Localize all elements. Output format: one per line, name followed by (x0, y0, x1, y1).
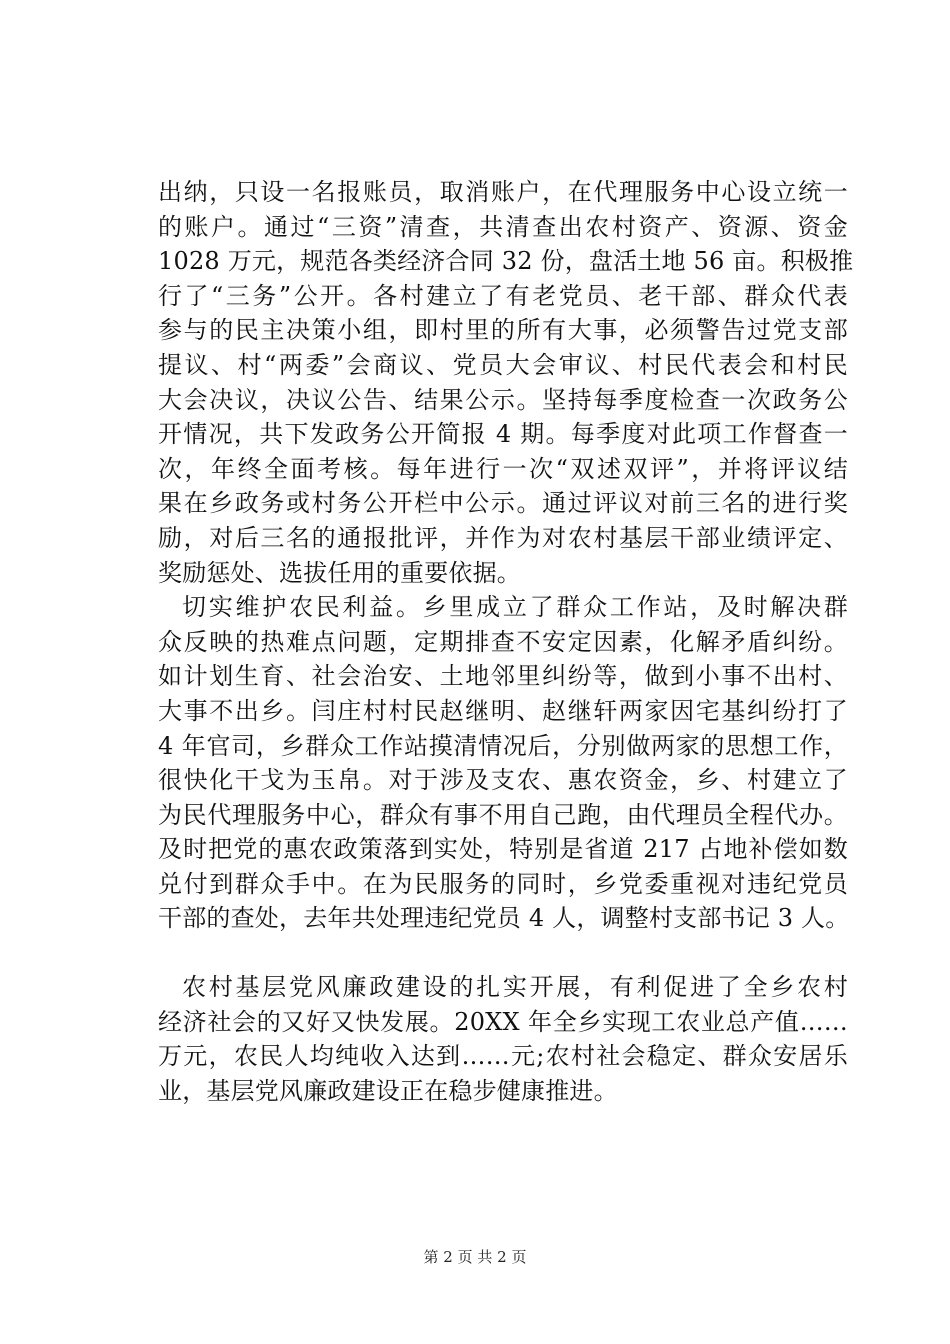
text-line: 业，基层党风廉政建设正在稳步健康推进。 (158, 1076, 618, 1105)
paragraph-1 (158, 175, 854, 590)
text-line: 参与的民主决策小组，即村里的所有大事，必须警告过党支部 (158, 316, 848, 345)
text-line: 干部的查处，去年共处理违纪党员 4 人，调整村支部书记 3 人。 (158, 904, 850, 933)
text-line: 提议、村“两委”会商议、党员大会审议、村民代表会和村民 (158, 350, 848, 379)
text-line: 如计划生育、社会治安、土地邻里纠纷等，做到小事不出村、 (158, 662, 848, 691)
text-line: 很快化干戈为玉帛。对于涉及支农、惠农资金，乡、村建立了 (158, 766, 848, 795)
text-line: 大事不出乡。闫庄村村民赵继明、赵继轩两家因宅基纠纷打了 (158, 696, 848, 725)
text-line: 出纳，只设一名报账员，取消账户，在代理服务中心设立统一 (158, 178, 848, 206)
text-line: 的账户。通过“三资”清查，共清查出农村资产、资源、资金 (158, 212, 848, 241)
paragraph-3 (158, 970, 848, 1108)
text-line: 励，对后三名的通报批评，并作为对农村基层干部业绩评定、 (158, 523, 848, 552)
text-line: 兑付到群众手中。在为民服务的同时，乡党委重视对违纪党员 (158, 869, 848, 898)
text-line: 行了“三务”公开。各村建立了有老党员、老干部、群众代表 (158, 281, 848, 310)
document-body (158, 175, 854, 1108)
paragraph-2 (158, 590, 848, 936)
text-line: 奖励惩处、选拔任用的重要依据。 (158, 558, 521, 587)
text-line: 大会决议，决议公告、结果公示。坚持每季度检查一次政务公 (158, 385, 848, 414)
text-line: 4 年官司，乡群众工作站摸清情况后，分别做两家的思想工作， (158, 731, 848, 760)
text-line: 经济社会的又好又快发展。20XX 年全乡实现工农业总产值…… (158, 1007, 848, 1036)
text-line: 万元，农民人均纯收入达到……元;农村社会稳定、群众安居乐 (158, 1042, 848, 1071)
text-line: 众反映的热难点问题，定期排查不安定因素，化解矛盾纠纷。 (158, 627, 848, 656)
text-line: 切实维护农民利益。乡里成立了群众工作站，及时解决群 (182, 593, 848, 622)
page-footer: 第 2 页 共 2 页 (423, 1248, 527, 1266)
paragraph-gap (158, 936, 848, 970)
text-line: 果在乡政务或村务公开栏中公示。通过评议对前三名的进行奖 (158, 489, 848, 518)
text-line: 及时把党的惠农政策落到实处，特别是省道 217 占地补偿如数 (158, 835, 848, 864)
text-line: 农村基层党风廉政建设的扎实开展，有利促进了全乡农村 (182, 973, 848, 1002)
text-line: 次，年终全面考核。每年进行一次“双述双评”，并将评议结 (158, 454, 848, 483)
text-line: 1028 万元，规范各类经济合同 32 份，盘活土地 56 亩。积极推 (158, 247, 854, 276)
text-line: 开情况，共下发政务公开简报 4 期。每季度对此项工作督查一 (158, 420, 848, 449)
text-line: 为民代理服务中心，群众有事不用自己跑，由代理员全程代办。 (158, 800, 848, 829)
